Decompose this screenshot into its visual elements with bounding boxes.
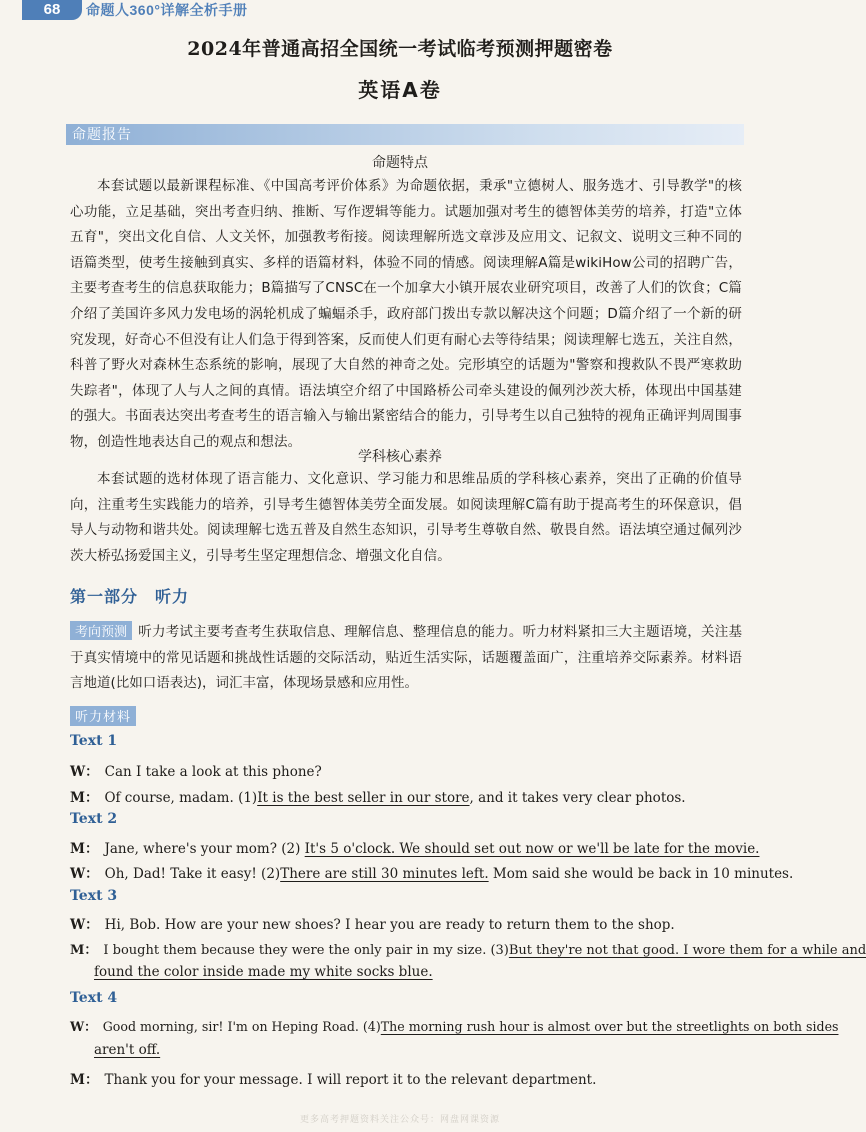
features-paragraph: 本套试题以最新课程标准、《中国高考评价体系》为命题依据，秉承"立德树人、服务选才、引导教学"的核心功能，立足基础，突出考查归纳、推断、写作逻辑等能力。试题加强对考生的德智体美劳的培养，打造"立体五育"，突出文化自信、人文关怀，加强教考衔接。阅读理解所选文章涉及应用文、记叙文、说明文三种不同的语篇类型，使考生接触到真实、多样的语篇材料，体验不同的情感。阅读理解A篇是wikiHow公司的招聘广告，主要考查考生的信息获取能力；B篇描写了CNSC在一个加拿大小镇开展农业研究项目，改善了人们的饮食；C篇介绍了美国许多风力发电场的涡轮机成了蝙蝠杀手，政府部门拨出专款以解决这个问题；D篇介绍了一个新的研究发现，好奇心不但没有让人们急于得到答案，反而使人们更有耐心去等待结果；阅读理解七选五，关注自然，科普了野火对森林生态系统的影响，展现了大自然的神奇之处。完形填空的话题为"警察和搜救队不畏严寒救助失踪者"，体现了人与人之间的真情。语法填空介绍了中国路桥公司牵头建设的佩列沙茨大桥，体现出中国基建的强大。书面表达突出考查考生的语言输入与输出紧密结合的能力，引导考生以自己独特的视角正确评判周围事物，创造性地表达自己的观点和想法。 <box>70 178 742 450</box>
dialog-text: I bought them because they were the only pair in my size. (3) <box>103 943 509 958</box>
answer-underline: aren't off. <box>94 1042 161 1058</box>
listening-intro <box>70 620 742 697</box>
dialog-line <box>70 862 794 882</box>
dialog-line <box>70 1016 839 1035</box>
answer-underline: There are still 30 minutes left. <box>280 866 489 882</box>
dialog-line <box>70 837 790 857</box>
dialog-text: Can I take a look at this phone? <box>104 764 322 780</box>
speaker-label: W： <box>70 764 99 780</box>
answer-underline: found the color inside made my white socks blue. <box>94 964 433 980</box>
answer-underline: It's 5 o'clock. We should set out now or we'll be late for the movie. <box>304 841 760 857</box>
dialog-text: Thank you for your message. I will report it to the relevant department. <box>104 1072 597 1088</box>
speaker-label: M： <box>70 1072 99 1088</box>
text-1-heading: Text 1 <box>70 733 118 749</box>
text-4-heading: Text 4 <box>70 990 118 1006</box>
speaker-label: M： <box>70 790 99 806</box>
exam-subtitle: 英语A卷 <box>358 78 442 102</box>
dialog-line <box>70 1068 790 1088</box>
dialog-text: Jane, where's your mom? (2) <box>104 841 305 857</box>
text-2-heading: Text 2 <box>70 811 118 827</box>
dialog-text: Hi, Bob. How are your new shoes? I hear you are ready to return them to the shop. <box>104 917 675 933</box>
dialog-line <box>70 786 790 806</box>
speaker-label: W： <box>70 917 99 933</box>
watermark-footer: 更多高考押题资料关注公众号：网盘网课资源 <box>299 1115 500 1125</box>
dialog-line <box>70 760 790 780</box>
dialog-line <box>70 939 866 958</box>
speaker-label: M： <box>70 943 98 958</box>
answer-underline: But they're not that good. I wore them for a while and <box>508 943 866 958</box>
dialog-continuation <box>94 1042 160 1058</box>
literacy-paragraph: 本套试题的选材体现了语言能力、文化意识、学习能力和思维品质的学科核心素养，突出了正确的价值导向，注重考生实践能力的培养，引导考生德智体美劳全面发展。如阅读理解C篇有助于提高考生的环保意识，倡导人与动物和谐共处。阅读理解七选五普及自然生态知识，引导考生尊敬自然、敬畏自然。语法填空通过佩列沙茨大桥弘扬爱国主义，引导考生坚定理想信念、增强文化自信。 <box>70 471 742 564</box>
text-3-heading: Text 3 <box>70 888 118 904</box>
dialog-line <box>70 913 790 933</box>
page-header <box>0 0 800 20</box>
report-label: 命题报告 <box>72 127 132 143</box>
answer-underline: It is the best seller in our store <box>257 790 470 806</box>
speaker-label: M： <box>70 841 99 857</box>
section-heading-literacy: 学科核心素养 <box>358 449 442 465</box>
dialog-text: Of course, madam. (1) <box>104 790 258 806</box>
dialog-text: Good morning, sir! I'm on Heping Road. (4) <box>102 1019 381 1034</box>
material-label-bar <box>70 706 136 726</box>
part-one-heading: 第一部分 听力 <box>70 587 190 606</box>
listening-intro-text: 听力考试主要考查考生获取信息、理解信息、整理信息的能力。听力材料紧扣三大主题语境，关注基于真实情境中的常见话题和挑战性话题的交际活动，贴近生活实际，话题覆盖面广，注重培养交际素养。材料语言地道(比如口语表达)，词汇丰富，体现场景感和应用性。 <box>70 624 742 691</box>
dialog-text: , and it takes very clear photos. <box>469 790 686 806</box>
report-section-bar <box>66 124 744 145</box>
section-heading-features: 命题特点 <box>372 155 428 171</box>
material-label: 听力材料 <box>75 710 132 725</box>
speaker-label: W： <box>70 866 99 882</box>
dialog-text: Oh, Dad! Take it easy! (2) <box>104 866 281 882</box>
speaker-label: W： <box>70 1019 97 1034</box>
dialog-text: Mom said she would be back in 10 minutes. <box>488 866 794 882</box>
dialog-continuation <box>94 964 433 980</box>
exam-title: 2024年普通高招全国统一考试临考预测押题密卷 <box>187 38 613 60</box>
answer-underline: The morning rush hour is almost over but the streetlights on both sides <box>380 1019 839 1034</box>
forecast-tag: 考向预测 <box>70 621 132 640</box>
handbook-title: 命题人360°详解全析手册 <box>86 2 248 18</box>
page-number: 68 <box>22 0 82 20</box>
